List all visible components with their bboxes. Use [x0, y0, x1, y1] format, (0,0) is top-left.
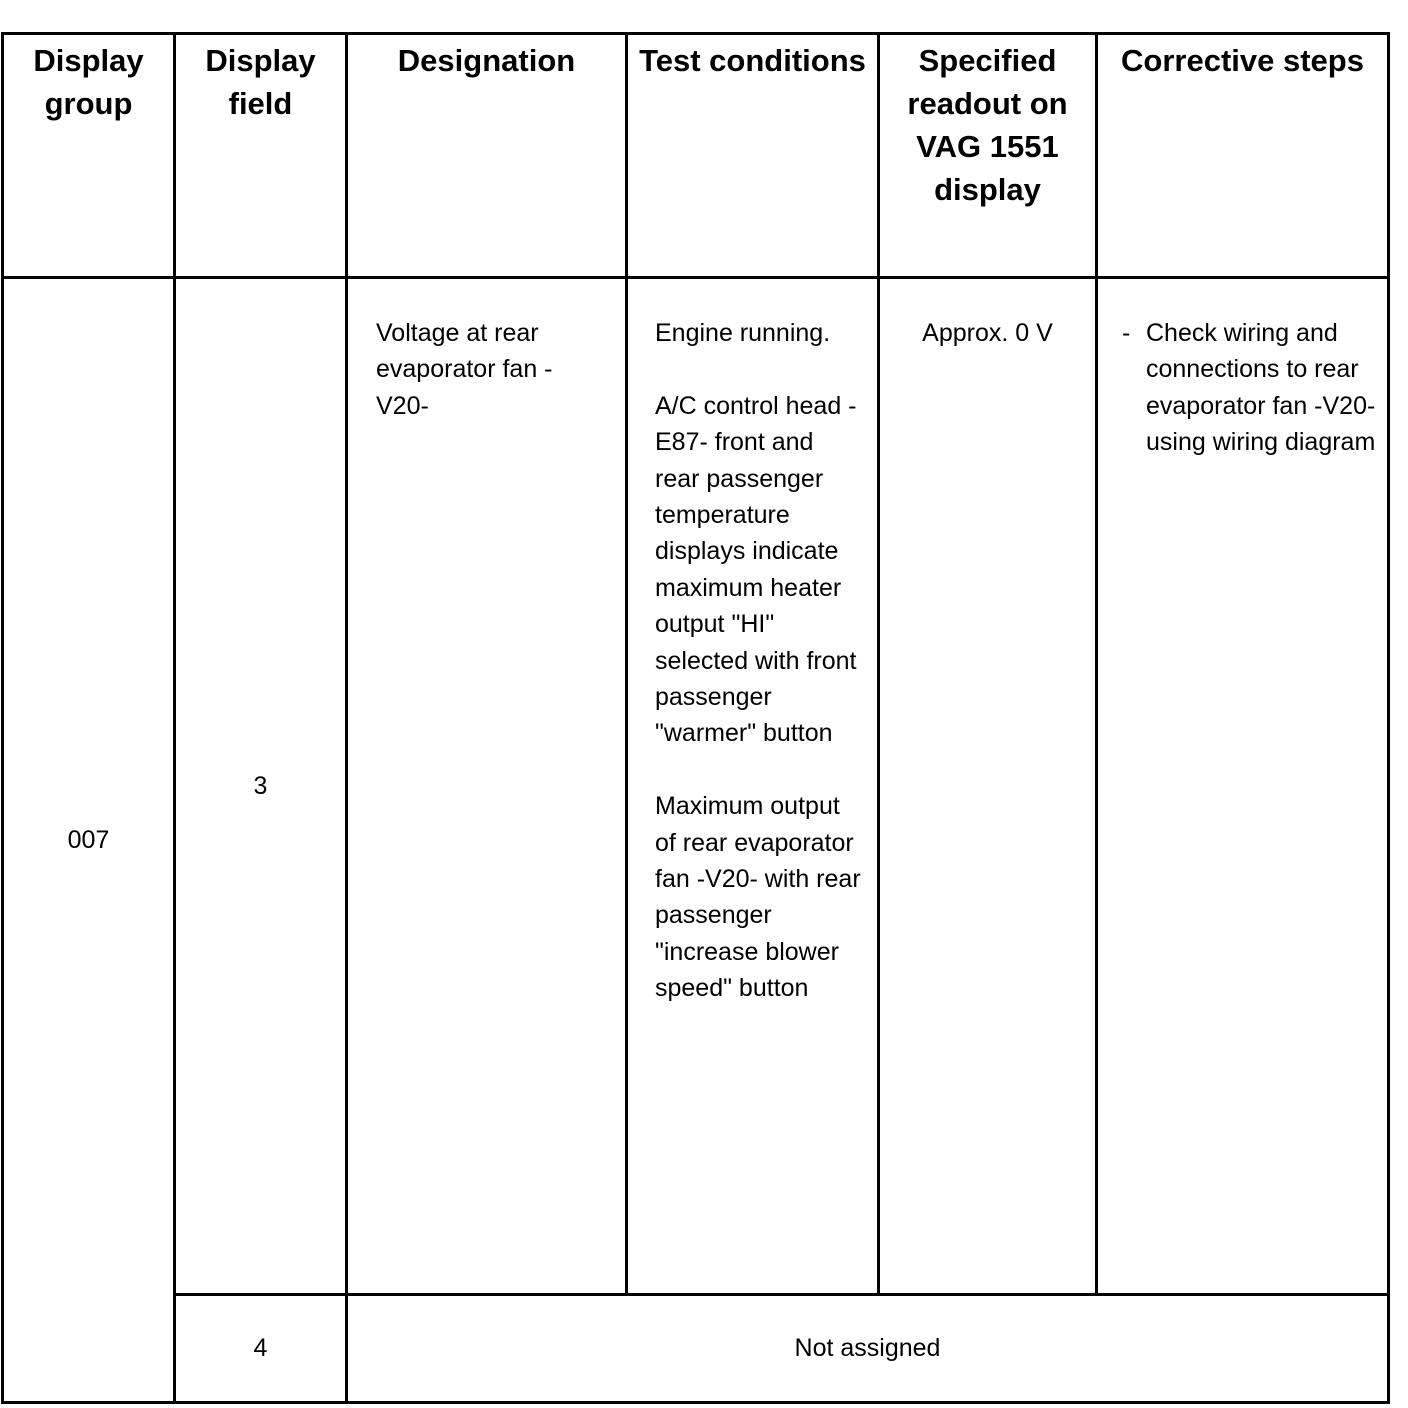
- header-corrective-steps: Corrective steps: [1097, 34, 1389, 278]
- display-field-cell: [175, 278, 347, 1295]
- display-field-value: 3: [253, 771, 268, 800]
- display-field-cell: [175, 1295, 347, 1403]
- header-designation: Designation: [347, 34, 627, 278]
- not-assigned-text: Not assigned: [794, 1334, 941, 1362]
- header-display-group: Display group: [3, 34, 175, 278]
- header-test-conditions: Test conditions: [627, 34, 879, 278]
- not-assigned-cell: [347, 1295, 1389, 1403]
- test-condition-paragraph: Engine running.: [655, 319, 831, 347]
- table-row: [3, 278, 1389, 1295]
- test-condition-paragraph: A/C control head -E87- front and rear passenger temperature displays indicate maximum heater output "HI" selected with front passenger "warmer" button: [655, 391, 857, 748]
- corrective-step-text: Check wiring and connections to rear evaporator fan -V20- using wiring diagram: [1146, 319, 1376, 457]
- display-group-cell: [3, 278, 175, 1403]
- specified-readout-text: Approx. 0 V: [922, 319, 1053, 347]
- corrective-steps-cell: [1097, 278, 1389, 1295]
- header-specified-readout: Specified readout on VAG 1551 display: [879, 34, 1097, 278]
- dash-bullet: -: [1122, 319, 1131, 347]
- header-row: [3, 34, 1389, 278]
- test-conditions-cell: [627, 278, 879, 1295]
- designation-cell: [347, 278, 627, 1295]
- designation-text: Voltage at rear evaporator fan -V20-: [376, 319, 553, 420]
- table-row: [3, 1295, 1389, 1403]
- corrective-step-item: [1122, 315, 1377, 461]
- display-field-value: 4: [253, 1334, 268, 1362]
- test-condition-paragraph: Maximum output of rear evaporator fan -V20- with rear passenger "increase blower speed" button: [655, 792, 861, 1003]
- header-display-field: Display field: [175, 34, 347, 278]
- measuring-value-table: [1, 32, 1390, 1404]
- specified-readout-cell: [879, 278, 1097, 1295]
- display-group-value: 007: [67, 825, 110, 854]
